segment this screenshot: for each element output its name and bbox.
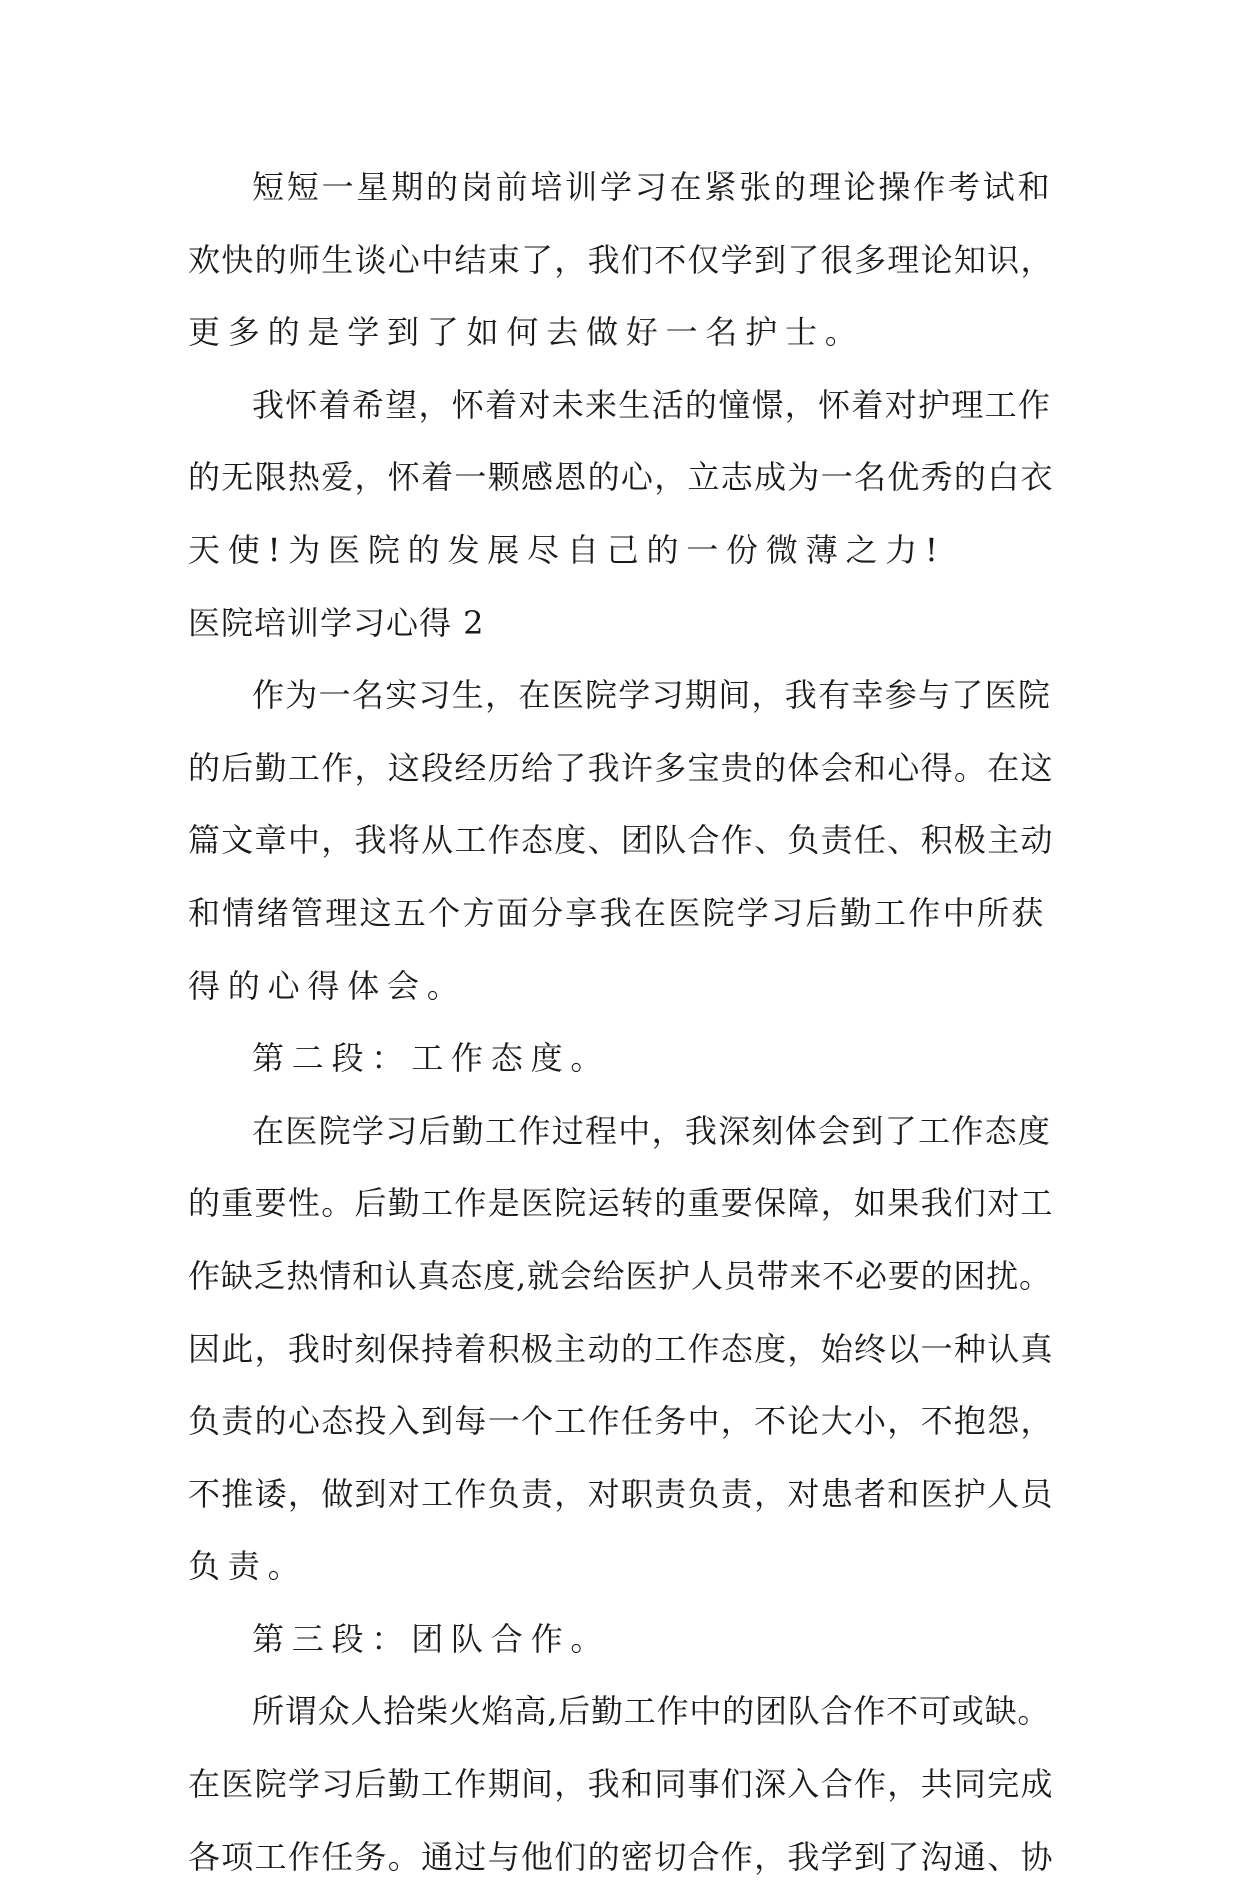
text-line: 短短一星期的岗前培训学习在紧张的理论操作考试和 <box>252 168 1053 206</box>
text-line: 篇文章中，我将从工作态度、团队合作、负责任、积极主动 <box>188 821 1054 860</box>
text-line: 所谓众人拾柴火焰高,后勤工作中的团队合作不可或缺。 <box>252 1692 1051 1731</box>
section-heading: 医院培训学习心得 2 <box>188 603 485 642</box>
subsection-heading: 第二段：工作态度。 <box>252 1039 611 1078</box>
text-line: 负责的心态投入到每一个工作任务中，不论大小，不抱怨， <box>188 1402 1054 1441</box>
text-line: 作为一名实习生，在医院学习期间，我有幸参与了医院 <box>252 676 1052 715</box>
text-line: 更多的是学到了如何去做好一名护士。 <box>188 313 865 352</box>
text-line: 的无限热爱，怀着一颗感恩的心，立志成为一名优秀的白衣 <box>188 458 1054 497</box>
text-line: 天使!为医院的发展尽自己的一份微薄之力! <box>188 530 946 569</box>
text-line: 在医院学习后勤工作过程中，我深刻体会到了工作态度 <box>252 1111 1052 1150</box>
text-line: 和情绪管理这五个方面分享我在医院学习后勤工作中所获 <box>188 893 1046 932</box>
text-line: 我怀着希望，怀着对未来生活的憧憬，怀着对护理工作 <box>252 385 1052 424</box>
text-line: 负责。 <box>188 1547 308 1586</box>
text-line: 欢快的师生谈心中结束了，我们不仅学到了很多理论知识， <box>188 240 1054 279</box>
subsection-heading: 第三段：团队合作。 <box>252 1619 611 1658</box>
text-line: 的重要性。后勤工作是医院运转的重要保障，如果我们对工 <box>188 1184 1054 1223</box>
text-line: 在医院学习后勤工作期间，我和同事们深入合作，共同完成 <box>188 1765 1054 1804</box>
text-line: 的后勤工作，这段经历给了我许多宝贵的体会和心得。在这 <box>188 748 1054 787</box>
text-line: 作缺乏热情和认真态度,就会给医护人员带来不必要的困扰。 <box>188 1256 1052 1295</box>
text-line: 得的心得体会。 <box>188 966 467 1005</box>
document-body <box>188 151 1054 1893</box>
text-line: 不推诿，做到对工作负责，对职责负责，对患者和医护人员 <box>188 1474 1054 1513</box>
text-line: 各项工作任务。通过与他们的密切合作，我学到了沟通、协 <box>188 1837 1054 1876</box>
text-line: 因此，我时刻保持着积极主动的工作态度，始终以一种认真 <box>188 1329 1054 1368</box>
